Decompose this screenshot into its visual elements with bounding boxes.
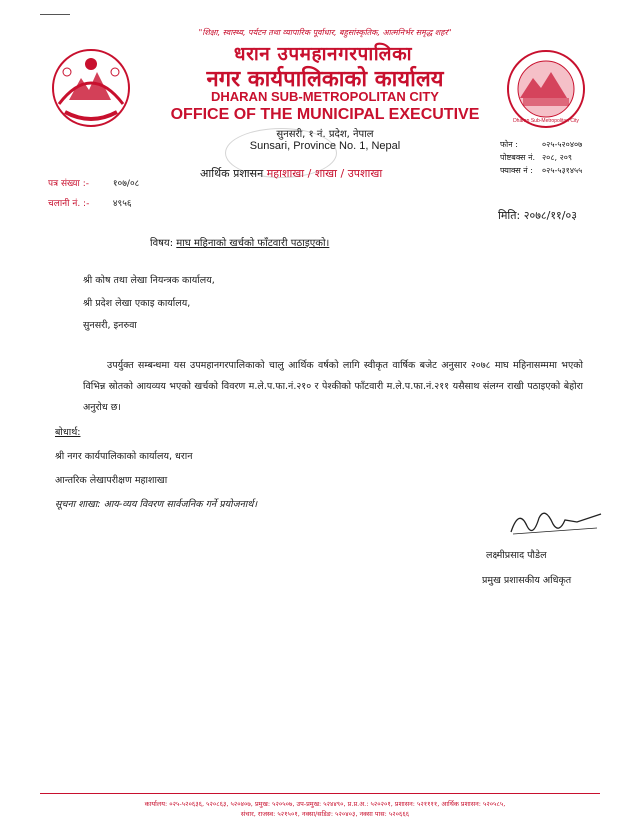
letter-date: मिति: २०७८/११/०३: [498, 209, 577, 222]
office-name-en: OFFICE OF THE MUNICIPAL EXECUTIVE: [170, 106, 480, 123]
patra-sankhya: [48, 176, 139, 189]
phone-value: ०२५-५२०४०७: [542, 140, 583, 149]
patra-value: १०७/०८: [112, 179, 140, 189]
branch-line: [200, 166, 460, 181]
recipient-line-1: श्री कोष तथा लेखा नियन्त्रक कार्यालय,: [83, 275, 215, 286]
chalani-value: ४९५६: [112, 199, 132, 209]
subject-line: [150, 235, 329, 249]
pobox-label: पोष्टबक्स नं.: [500, 153, 536, 162]
fax-label: फ्याक्स नं :: [500, 166, 533, 175]
subject-label: विषय:: [150, 238, 174, 249]
fax-value: ०२५-५३१४५५: [542, 166, 583, 175]
footer-divider: [40, 793, 600, 794]
recipient-line-2: श्री प्रदेश लेखा एकाइ कार्यालय,: [83, 298, 191, 309]
nepal-emblem-logo: [45, 42, 137, 134]
pobox-value: २०८, २०९: [542, 153, 573, 162]
cc-item-2: आन्तरिक लेखापरीक्षण महाशाखा: [55, 475, 168, 486]
footer-contacts: [30, 799, 620, 819]
cc-item-3: सूचना शाखा: आय-व्यय विवरण सार्वजनिक गर्ने प्रयोजनार्थ।: [55, 499, 258, 510]
letter-body: उपर्युक्त सम्बन्धमा यस उपमहानगरपालिकाको चालु आर्थिक वर्षको लागि स्वीकृत वार्षिक बजेट अनुसार २०७८ माघ महिनासम्ममा भएको विभिन्न स्रोतको आयव्यय भएको खर्चको विवरण म.ले.प.फा.नं.२१० र पेश्कीको फाँटवारी म.ले.प.फा.नं.२११ यसैसाथ संलग्न राखी पठाइएको बेहोरा अनुरोध छ।: [83, 360, 583, 413]
recipient-line-3: सुनसरी, इनरुवा: [83, 320, 137, 331]
municipality-name-np: धरान उपमहानगरपालिका: [233, 43, 413, 65]
signatory-post: प्रमुख प्रशासकीय अधिकृत: [482, 575, 572, 586]
address-np: सुनसरी, १ नं. प्रदेश, नेपाल: [276, 129, 374, 140]
chalani-number: [48, 196, 132, 209]
dharan-city-logo: [505, 48, 587, 130]
footer-line-2: संचार, राजस्व: ५२१५०१, नक्सा/सडिङ: ५२०४०३, नक्सा पास: ५२०६६६: [240, 810, 410, 818]
patra-label: पत्र संख्या :-: [48, 179, 89, 189]
address-en: Sunsari, Province No. 1, Nepal: [249, 140, 401, 152]
cc-item-1: श्री नगर कार्यपालिकाको कार्यालय, धरान: [55, 451, 193, 462]
footer-line-1: कार्यालय: ०२५-५२०६३६, ५२०८६३, ५२०४०७, प्रमुख: ५२०५०७, उप-प्रमुख: ५२४४९०, प्र.प्र.अ.: ५२०२०१, प्रशासन: ५२११११, आर्थिक प्रशासन: ५२०५८५,: [144, 800, 506, 808]
right-logo-text: Dharan Sub-Metropolitan City: [513, 118, 579, 124]
branch-prefix: आर्थिक प्रशासन: [200, 167, 264, 180]
subject-value: माघ महिनाको खर्चको फाँटवारी पठाइएको।: [176, 238, 330, 249]
phone-label: फोन :: [500, 140, 518, 149]
branch-suffix: महाशाखा / शाखा / उपशाखा: [266, 167, 383, 180]
office-name-np: नगर कार्यपालिकाको कार्यालय: [206, 67, 444, 92]
municipality-name-en: DHARAN SUB-METROPOLITAN CITY: [211, 89, 439, 104]
bodhartha-label: बोधार्थ:: [55, 427, 81, 438]
signatory-name: लक्ष्मीप्रसाद पौडेल: [486, 550, 547, 561]
slogan: "शिक्षा, स्वास्थ्य, पर्यटन तथा व्यापारिक पूर्वाधार, बहुसांस्कृतिक, आत्मनिर्भर समृद्ध शहर": [198, 28, 452, 37]
top-scan-mark: [40, 14, 70, 15]
contact-block: [500, 138, 582, 177]
chalani-label: चलानी नं. :-: [48, 199, 90, 209]
signature-mark: [505, 504, 605, 544]
